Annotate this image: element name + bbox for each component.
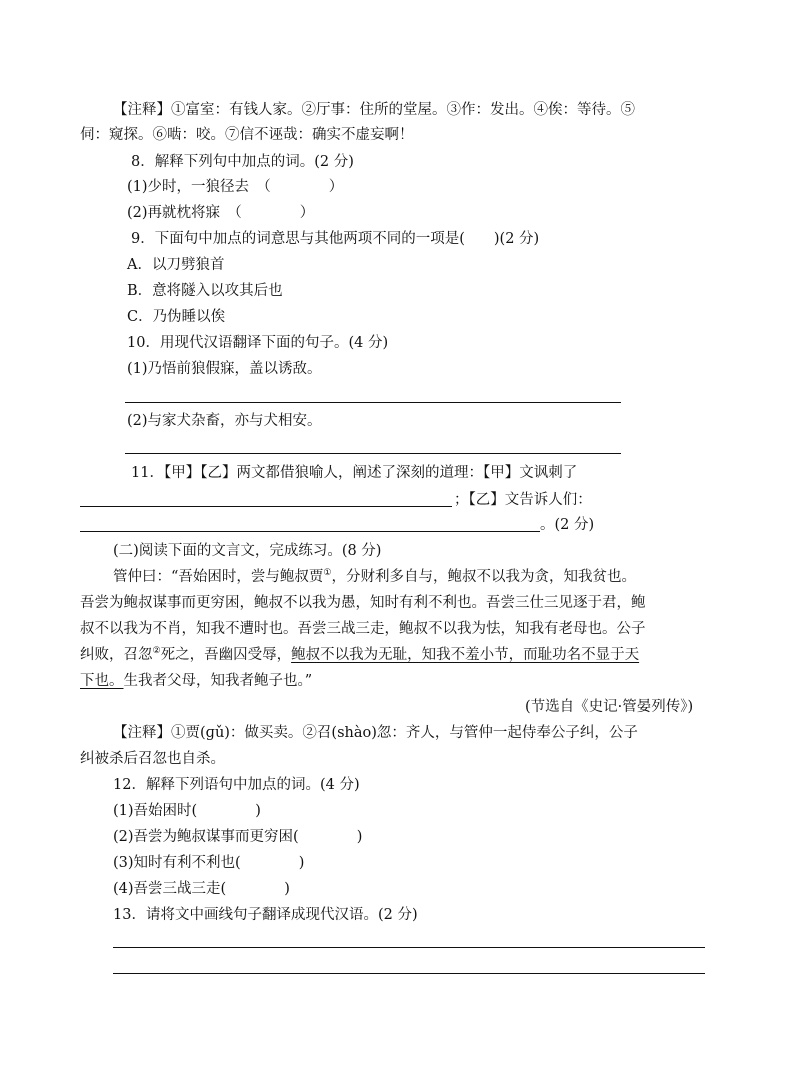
- q10-item-1: (1)乃悟前狼假寐，盖以诱敌。: [127, 361, 322, 377]
- underlined-sentence-part-1: 鲍叔不以我为无耻，知我不羞小节，而耻功名不显于天: [291, 647, 640, 663]
- q11-stem: 11．【甲】【乙】两文都借狼喻人，阐述了深刻的道理：【甲】文讽刺了: [131, 465, 578, 481]
- q9-stem: 9．下面句中加点的词意思与其他两项不同的一项是( )(2 分): [131, 231, 540, 247]
- q9-option-c: C．乃伪睡以俟: [127, 309, 226, 325]
- notes2-line1: 【注释】①贾(ɡǔ)：做买卖。②召(shào)忽：齐人，与管仲一起侍奉公子纠，公子: [113, 725, 638, 741]
- q11-end: 。(2 分): [540, 517, 595, 533]
- passage-line-3: 叔不以我为不肖，知我不遭时也。吾尝三战三走，鲍叔不以我为怯，知我有老母也。公子: [80, 621, 646, 637]
- q10-stem: 10．用现代汉语翻译下面的句子。(4 分): [127, 335, 389, 351]
- q8-item-2: (2)再就枕将寐 （ ）: [127, 205, 315, 221]
- notes1-line2: 伺：窥探。⑥啮：咬。⑦信不诬哉：确实不虚妄啊！: [80, 127, 414, 143]
- q13-answer-line-2: [113, 973, 705, 974]
- q8-stem: 8．解释下列句中加点的词。(2 分): [131, 154, 354, 170]
- q9-option-b: B．意将隧入以攻其后也: [127, 283, 283, 299]
- passage-source: (节选自《史记·管晏列传》): [525, 699, 694, 715]
- q10-answer-line-2: [125, 453, 621, 454]
- q10-answer-line-1: [125, 402, 621, 403]
- q10-item-2: (2)与家犬杂畜，亦与犬相安。: [127, 413, 322, 429]
- q12-stem: 12．解释下列语句中加点的词。(4 分): [113, 777, 360, 793]
- notes2-line2: 纠被杀后召忽也自杀。: [80, 751, 225, 767]
- underlined-sentence-part-2: 下也。: [80, 673, 124, 689]
- q8-item-1: (1)少时，一狼径去 （ ）: [127, 179, 344, 195]
- q13-stem: 13．请将文中画线句子翻译成现代汉语。(2 分): [113, 907, 418, 923]
- q11-mid: ；【乙】文告诉人们：: [454, 492, 592, 508]
- notes1-line1: 【注释】①富室：有钱人家。②厅事：住所的堂屋。③作：发出。④俟：等待。⑤: [113, 102, 635, 118]
- q12-item-3: (3)知时有利不利也( ): [113, 855, 305, 871]
- passage-line-5: 下也。生我者父母，知我者鲍子也。”: [80, 673, 313, 689]
- passage-line-1: 管仲曰：“吾始困时，尝与鲍叔贾①，分财利多自与，鲍叔不以我为贪，知我贫也。: [113, 568, 636, 585]
- q11-blank-2: [80, 531, 540, 532]
- q9-option-a: A．以刀劈狼首: [127, 257, 225, 273]
- passage-line-4: 纠败，召忽②死之，吾幽囚受辱，鲍叔不以我为无耻，知我不羞小节，而耻功名不显于天: [80, 646, 640, 663]
- q12-item-4: (4)吾尝三战三走( ): [113, 881, 290, 897]
- passage-line-2: 吾尝为鲍叔谋事而更穷困，鲍叔不以我为愚，知时有利不利也。吾尝三仕三见逐于君，鲍: [80, 595, 646, 611]
- q13-answer-line-1: [113, 947, 705, 948]
- q11-blank-1: [80, 506, 452, 507]
- q12-item-2: (2)吾尝为鲍叔谋事而更穷困( ): [113, 829, 363, 845]
- part2-title: (二)阅读下面的文言文，完成练习。(8 分): [113, 543, 382, 559]
- q12-item-1: (1)吾始困时( ): [113, 803, 261, 819]
